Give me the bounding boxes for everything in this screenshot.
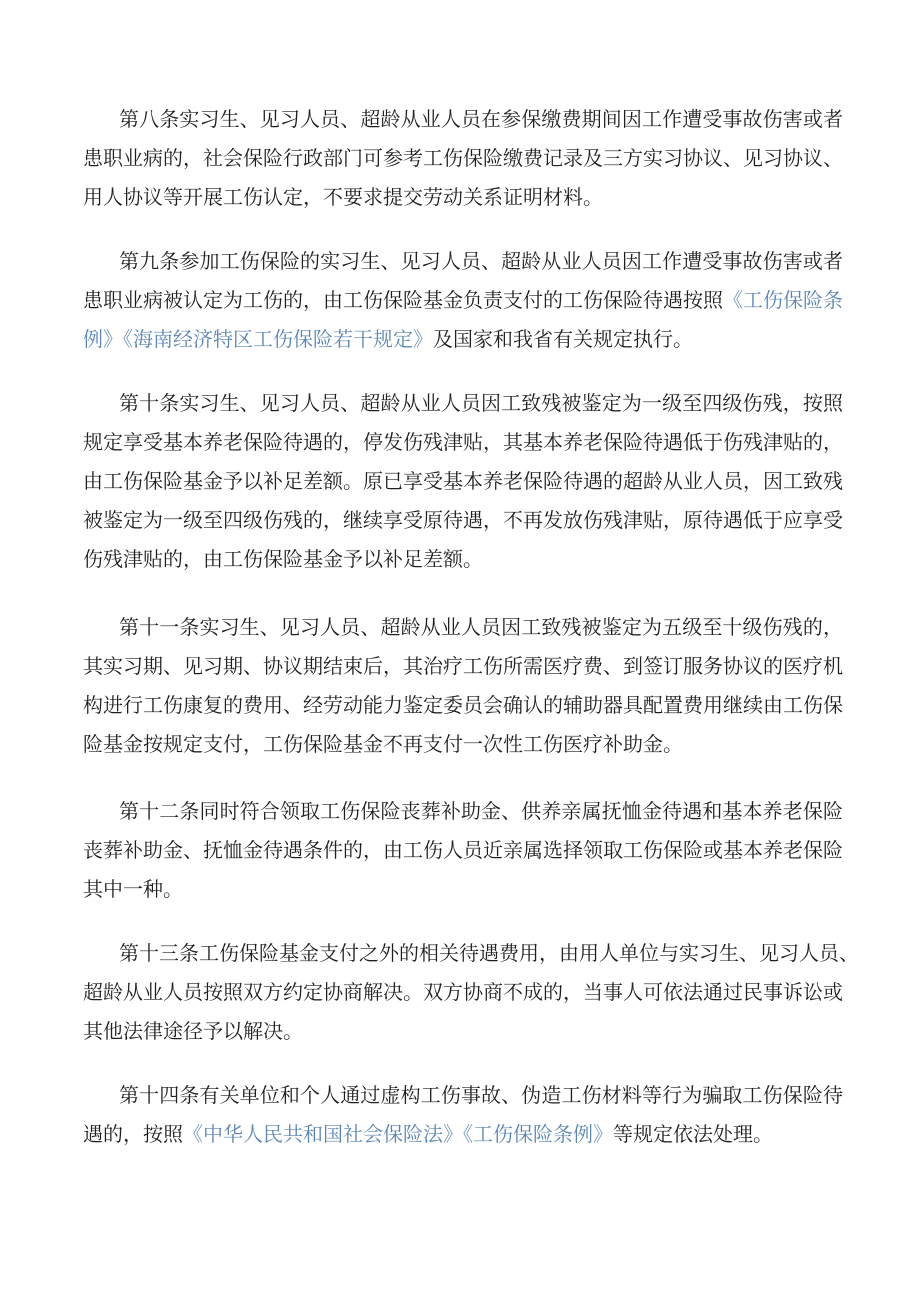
social-insurance-law-link[interactable]: 《中华人民共和国社会保险法》	[183, 1122, 463, 1146]
work-injury-regulation-link[interactable]: 《工伤保险条	[723, 288, 843, 312]
article-14-line-2-text-start: 遇的，按照	[83, 1122, 183, 1146]
article-8-line-1: 第八条实习生、见习人员、超龄从业人员在参保缴费期间因工作遭受事故伤害或者	[119, 107, 843, 131]
article-13-line-3: 其他法律途径予以解决。	[83, 1019, 303, 1043]
article-10-line-1: 第十条实习生、见习人员、超龄从业人员因工致残被鉴定为一级至四级伤残，按照	[119, 391, 843, 415]
article-12-line-1: 第十二条同时符合领取工伤保险丧葬补助金、供养亲属抚恤金待遇和基本养老保险	[119, 799, 843, 823]
article-9-line-3	[83, 320, 843, 359]
work-injury-regulation-link-end[interactable]: 例》	[83, 327, 123, 351]
article-14-line-2	[83, 1115, 843, 1154]
article-14-line-2-text-end: 等规定依法处理。	[613, 1122, 773, 1146]
article-11-line-4: 险基金按规定支付，工伤保险基金不再支付一次性工伤医疗补助金。	[83, 732, 683, 756]
article-10-line-5: 伤残津贴的，由工伤保险基金予以补足差额。	[83, 547, 483, 571]
work-injury-regulation-link-2[interactable]: 《工伤保险条例》	[463, 1122, 613, 1146]
article-11-line-2: 其实习期、见习期、协议期结束后，其治疗工伤所需医疗费、到签订服务协议的医疗机	[83, 654, 843, 678]
article-9-line-1: 第九条参加工伤保险的实习生、见习人员、超龄从业人员因工作遭受事故伤害或者	[119, 249, 843, 273]
article-10-line-4: 被鉴定为一级至四级伤残的，继续享受原待遇，不再发放伤残津贴，原待遇低于应享受	[83, 508, 843, 532]
article-13-line-1: 第十三条工伤保险基金支付之外的相关待遇费用，由用人单位与实习生、见习人员、	[119, 941, 859, 965]
article-14-paragraph	[83, 1076, 843, 1154]
hainan-regulation-link[interactable]: 《海南经济特区工伤保险若干规定》	[123, 327, 433, 351]
article-12-line-3: 其中一种。	[83, 877, 183, 901]
article-9-line-2	[83, 281, 843, 320]
article-8-line-3: 用人协议等开展工伤认定，不要求提交劳动关系证明材料。	[83, 185, 603, 209]
article-11-line-3: 构进行工伤康复的费用、经劳动能力鉴定委员会确认的辅助器具配置费用继续由工伤保	[83, 693, 843, 717]
article-8-paragraph	[83, 100, 843, 217]
article-10-line-3: 由工伤保险基金予以补足差额。原已享受基本养老保险待遇的超龄从业人员，因工致残	[83, 469, 843, 493]
article-12-line-2: 丧葬补助金、抚恤金待遇条件的，由工伤人员近亲属选择领取工伤保险或基本养老保险	[83, 838, 843, 862]
article-9-line-3-text: 及国家和我省有关规定执行。	[433, 327, 693, 351]
article-8-line-2: 患职业病的，社会保险行政部门可参考工伤保险缴费记录及三方实习协议、见习协议、	[83, 146, 843, 170]
article-13-line-2: 超龄从业人员按照双方约定协商解决。双方协商不成的，当事人可依法通过民事诉讼或	[83, 980, 843, 1004]
article-13-paragraph	[83, 934, 859, 1051]
article-12-paragraph	[83, 792, 843, 909]
article-11-line-1: 第十一条实习生、见习人员、超龄从业人员因工致残被鉴定为五级至十级伤残的，	[119, 615, 843, 639]
article-11-paragraph	[83, 608, 843, 764]
article-9-line-2-text: 患职业病被认定为工伤的，由工伤保险基金负责支付的工伤保险待遇按照	[83, 288, 723, 312]
article-9-paragraph	[83, 242, 843, 359]
article-10-paragraph	[83, 384, 843, 579]
article-14-line-1: 第十四条有关单位和个人通过虚构工伤事故、伪造工伤材料等行为骗取工伤保险待	[119, 1083, 843, 1107]
article-10-line-2: 规定享受基本养老保险待遇的，停发伤残津贴，其基本养老保险待遇低于伤残津贴的，	[83, 430, 843, 454]
